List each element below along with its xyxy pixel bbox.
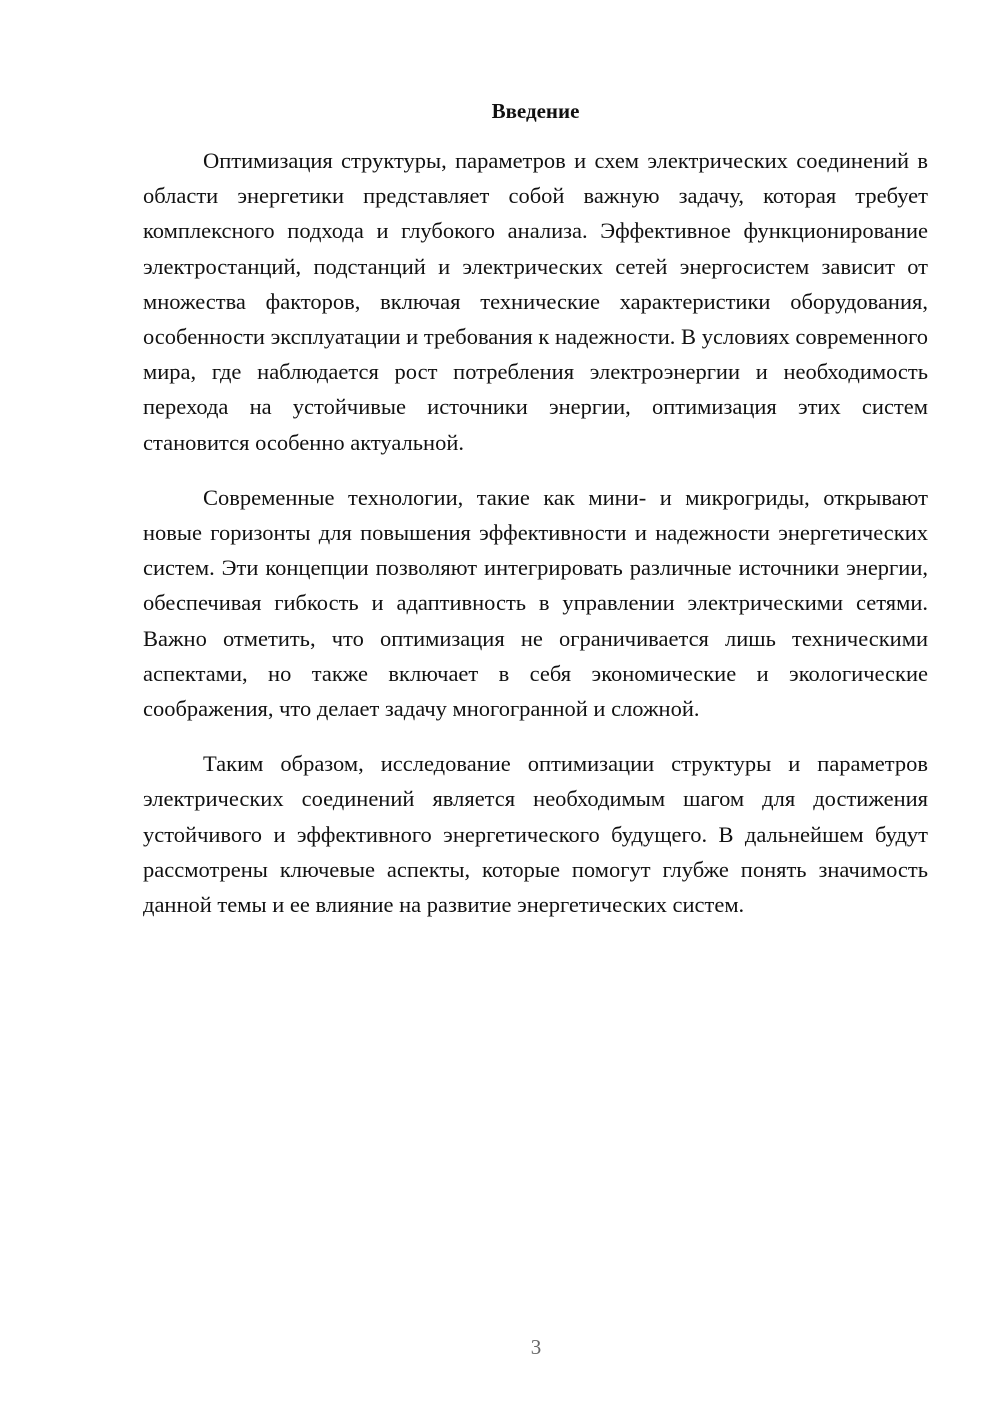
- section-title: Введение: [491, 99, 580, 123]
- paragraph-1: Оптимизация структуры, параметров и схем электрических соединений в области энергетики представляет собой важную задачу, которая требует комплексного подхода и глубокого анализа. Эффективное функционирование электростанций, подстанций и электрических сетей энергосистем зависит от множества факторов, включая технические характеристики оборудования, особенности эксплуатации и требования к надежности. В условиях современного мира, где наблюдается рост потребления электроэнергии и необходимость перехода на устойчивые источники энергии, оптимизация этих систем становится особенно актуальной.: [143, 148, 928, 455]
- paragraph-3: Таким образом, исследование оптимизации структуры и параметров электрических соединений является необходимым шагом для достижения устойчивого и эффективного энергетического будущего. В дальнейшем будут рассмотрены ключевые аспекты, которые помогут глубже понять значимость данной темы и ее влияние на развитие энергетических систем.: [143, 751, 928, 918]
- page-number: 3: [530, 1335, 542, 1359]
- body-text: [143, 143, 928, 942]
- paragraph-2: Современные технологии, такие как мини- и микрогриды, открывают новые горизонты для повышения эффективности и надежности энергетических систем. Эти концепции позволяют интегрировать различные источники энергии, обеспечивая гибкость и адаптивность в управлении электрическими сетями. Важно отметить, что оптимизация не ограничивается лишь техническими аспектами, но также включает в себя экономические и экологические соображения, что делает задачу многогранной и сложной.: [143, 484, 928, 722]
